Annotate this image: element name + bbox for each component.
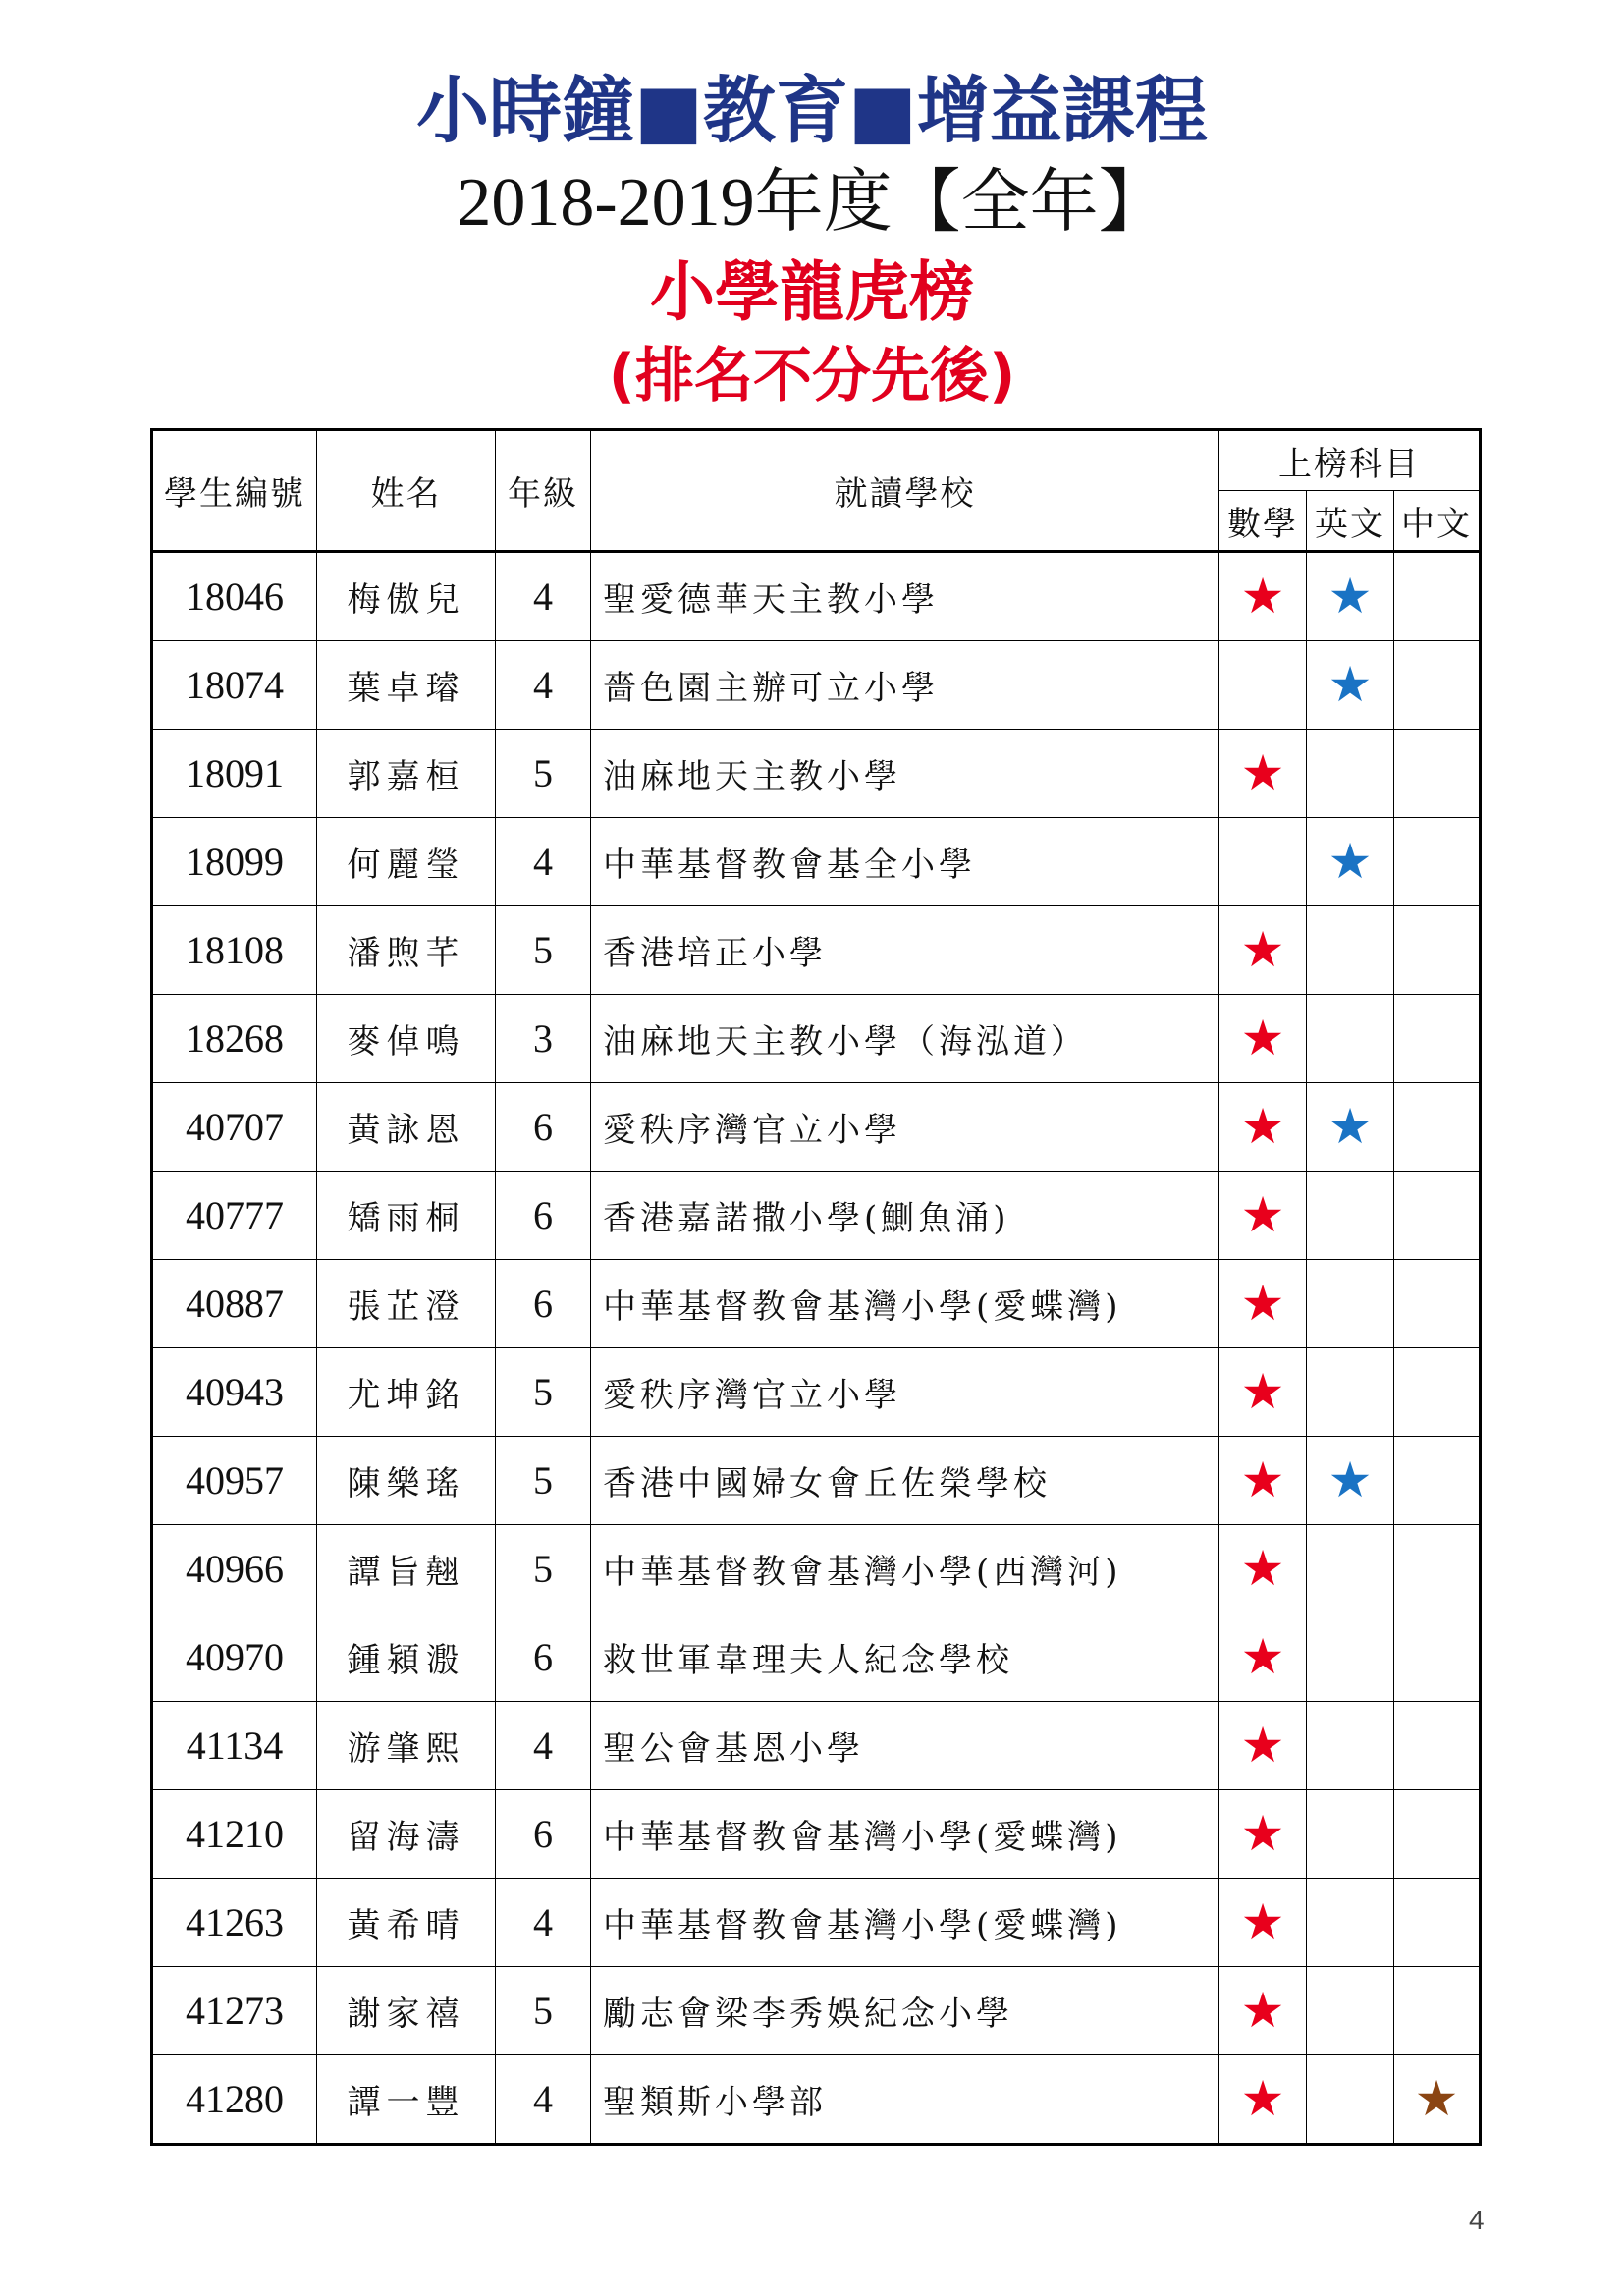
student-id-cell: 18108 <box>152 906 317 995</box>
chinese-cell <box>1394 1525 1481 1613</box>
grade-cell: 4 <box>496 818 591 906</box>
student-id-cell: 41134 <box>152 1702 317 1790</box>
student-id-cell: 18046 <box>152 552 317 641</box>
student-name-cell: 尤坤銘 <box>317 1348 496 1437</box>
school-cell: 中華基督教會基全小學 <box>591 818 1219 906</box>
math-star-icon: ★ <box>1240 1982 1285 2039</box>
student-name-cell: 葉卓璿 <box>317 641 496 730</box>
math-star-icon: ★ <box>1240 1805 1285 1862</box>
english-cell <box>1307 1525 1394 1613</box>
student-id-cell: 18091 <box>152 730 317 818</box>
student-id-cell: 18268 <box>152 995 317 1083</box>
school-cell: 油麻地天主教小學 <box>591 730 1219 818</box>
chinese-star-icon: ★ <box>1414 2070 1459 2127</box>
header-name: 姓名 <box>317 430 496 552</box>
math-cell <box>1219 1437 1307 1525</box>
student-name-cell: 郭嘉桓 <box>317 730 496 818</box>
school-cell: 聖愛德華天主教小學 <box>591 552 1219 641</box>
header-subjects-group: 上榜科目 <box>1219 430 1481 491</box>
school-cell: 勵志會梁李秀娛紀念小學 <box>591 1967 1219 2055</box>
table-row <box>152 1790 1481 1879</box>
school-cell: 聖公會基恩小學 <box>591 1702 1219 1790</box>
student-id-cell: 40943 <box>152 1348 317 1437</box>
math-cell <box>1219 1260 1307 1348</box>
grade-cell: 4 <box>496 2055 591 2145</box>
school-cell: 嗇色園主辦可立小學 <box>591 641 1219 730</box>
english-star-icon: ★ <box>1327 833 1373 890</box>
student-name-cell: 留海濤 <box>317 1790 496 1879</box>
table-row <box>152 818 1481 906</box>
english-cell <box>1307 995 1394 1083</box>
student-name-cell: 何麗瑩 <box>317 818 496 906</box>
math-cell <box>1219 1702 1307 1790</box>
english-cell <box>1307 1172 1394 1260</box>
student-id-cell: 40966 <box>152 1525 317 1613</box>
grade-cell: 4 <box>496 1879 591 1967</box>
math-cell <box>1219 1790 1307 1879</box>
table-row <box>152 1967 1481 2055</box>
english-cell <box>1307 641 1394 730</box>
year-title: 2018-2019年度【全年】 <box>457 165 1167 241</box>
grade-cell: 6 <box>496 1172 591 1260</box>
student-id-cell: 40707 <box>152 1083 317 1172</box>
honor-roll-table <box>150 428 1482 2146</box>
student-name-cell: 黃詠恩 <box>317 1083 496 1172</box>
student-name-cell: 張芷澄 <box>317 1260 496 1348</box>
math-star-icon: ★ <box>1240 1893 1285 1950</box>
school-cell: 香港嘉諾撒小學(鰂魚涌) <box>591 1172 1219 1260</box>
grade-cell: 5 <box>496 1348 591 1437</box>
header-english: 英文 <box>1307 491 1394 552</box>
chinese-cell <box>1394 641 1481 730</box>
grade-cell: 4 <box>496 1702 591 1790</box>
table-row <box>152 906 1481 995</box>
student-name-cell: 鍾潁溵 <box>317 1613 496 1702</box>
grade-cell: 5 <box>496 730 591 818</box>
table-row <box>152 730 1481 818</box>
chinese-cell <box>1394 1083 1481 1172</box>
math-star-icon: ★ <box>1240 1628 1285 1685</box>
math-star-icon: ★ <box>1240 1186 1285 1243</box>
school-cell: 油麻地天主教小學（海泓道） <box>591 995 1219 1083</box>
table-row <box>152 1083 1481 1172</box>
list-title: 小學龍虎榜 <box>650 254 974 330</box>
math-star-icon: ★ <box>1240 1540 1285 1597</box>
page-number: 4 <box>1469 2205 1485 2235</box>
math-star-icon: ★ <box>1240 568 1285 625</box>
school-cell: 中華基督教會基灣小學(愛蝶灣) <box>591 1790 1219 1879</box>
math-star-icon: ★ <box>1240 1363 1285 1420</box>
school-cell: 香港培正小學 <box>591 906 1219 995</box>
math-cell <box>1219 1967 1307 2055</box>
header-math: 數學 <box>1219 491 1307 552</box>
math-cell <box>1219 1525 1307 1613</box>
chinese-cell <box>1394 1437 1481 1525</box>
english-cell <box>1307 1790 1394 1879</box>
header-chinese: 中文 <box>1394 491 1481 552</box>
english-cell <box>1307 1702 1394 1790</box>
math-cell <box>1219 1083 1307 1172</box>
math-cell <box>1219 995 1307 1083</box>
student-id-cell: 40887 <box>152 1260 317 1348</box>
student-name-cell: 陳樂瑤 <box>317 1437 496 1525</box>
grade-cell: 5 <box>496 906 591 995</box>
org-title: 小時鐘■教育■增益課程 <box>416 69 1208 153</box>
math-cell <box>1219 1348 1307 1437</box>
chinese-cell <box>1394 2055 1481 2145</box>
ranking-note: (排名不分先後) <box>608 342 1016 410</box>
english-cell <box>1307 1437 1394 1525</box>
english-cell <box>1307 730 1394 818</box>
english-cell <box>1307 2055 1394 2145</box>
english-cell <box>1307 1613 1394 1702</box>
student-id-cell: 41280 <box>152 2055 317 2145</box>
chinese-cell <box>1394 1348 1481 1437</box>
header-school: 就讀學校 <box>591 430 1219 552</box>
grade-cell: 6 <box>496 1613 591 1702</box>
english-cell <box>1307 1260 1394 1348</box>
math-star-icon: ★ <box>1240 921 1285 978</box>
student-name-cell: 謝家禧 <box>317 1967 496 2055</box>
grade-cell: 5 <box>496 1967 591 2055</box>
school-cell: 聖類斯小學部 <box>591 2055 1219 2145</box>
table-row <box>152 2055 1481 2145</box>
table-row <box>152 1172 1481 1260</box>
student-name-cell: 梅傲兒 <box>317 552 496 641</box>
student-name-cell: 譚一豐 <box>317 2055 496 2145</box>
table-row <box>152 552 1481 641</box>
student-id-cell: 40970 <box>152 1613 317 1702</box>
school-cell: 愛秩序灣官立小學 <box>591 1083 1219 1172</box>
math-cell <box>1219 1172 1307 1260</box>
table-row <box>152 1437 1481 1525</box>
header-grade: 年級 <box>496 430 591 552</box>
table-row <box>152 1702 1481 1790</box>
english-cell <box>1307 1879 1394 1967</box>
grade-cell: 6 <box>496 1260 591 1348</box>
chinese-cell <box>1394 818 1481 906</box>
grade-cell: 6 <box>496 1083 591 1172</box>
school-cell: 愛秩序灣官立小學 <box>591 1348 1219 1437</box>
table-body <box>152 552 1481 2145</box>
english-cell <box>1307 906 1394 995</box>
math-cell <box>1219 552 1307 641</box>
student-id-cell: 41210 <box>152 1790 317 1879</box>
chinese-cell <box>1394 1172 1481 1260</box>
student-name-cell: 黃希晴 <box>317 1879 496 1967</box>
student-id-cell: 40957 <box>152 1437 317 1525</box>
grade-cell: 6 <box>496 1790 591 1879</box>
math-cell <box>1219 906 1307 995</box>
math-cell <box>1219 2055 1307 2145</box>
chinese-cell <box>1394 730 1481 818</box>
chinese-cell <box>1394 1702 1481 1790</box>
student-id-cell: 40777 <box>152 1172 317 1260</box>
student-id-cell: 18099 <box>152 818 317 906</box>
math-star-icon: ★ <box>1240 1717 1285 1774</box>
math-cell <box>1219 730 1307 818</box>
chinese-cell <box>1394 995 1481 1083</box>
grade-cell: 3 <box>496 995 591 1083</box>
math-star-icon: ★ <box>1240 1451 1285 1508</box>
school-cell: 救世軍韋理夫人紀念學校 <box>591 1613 1219 1702</box>
math-cell <box>1219 1613 1307 1702</box>
english-cell <box>1307 1967 1394 2055</box>
english-star-icon: ★ <box>1327 656 1373 713</box>
math-star-icon: ★ <box>1240 2070 1285 2127</box>
table-row <box>152 1260 1481 1348</box>
table-row <box>152 641 1481 730</box>
english-cell <box>1307 1348 1394 1437</box>
chinese-cell <box>1394 1879 1481 1967</box>
math-star-icon: ★ <box>1240 744 1285 801</box>
table-row <box>152 995 1481 1083</box>
grade-cell: 4 <box>496 552 591 641</box>
chinese-cell <box>1394 906 1481 995</box>
math-star-icon: ★ <box>1240 1098 1285 1155</box>
student-name-cell: 矯雨桐 <box>317 1172 496 1260</box>
grade-cell: 4 <box>496 641 591 730</box>
header-student-id: 學生編號 <box>152 430 317 552</box>
english-star-icon: ★ <box>1327 1098 1373 1155</box>
chinese-cell <box>1394 1260 1481 1348</box>
school-cell: 中華基督教會基灣小學(西灣河) <box>591 1525 1219 1613</box>
student-name-cell: 譚旨翹 <box>317 1525 496 1613</box>
school-cell: 香港中國婦女會丘佐榮學校 <box>591 1437 1219 1525</box>
student-name-cell: 潘煦芊 <box>317 906 496 995</box>
school-cell: 中華基督教會基灣小學(愛蝶灣) <box>591 1260 1219 1348</box>
math-cell <box>1219 1879 1307 1967</box>
math-cell <box>1219 818 1307 906</box>
grade-cell: 5 <box>496 1525 591 1613</box>
school-cell: 中華基督教會基灣小學(愛蝶灣) <box>591 1879 1219 1967</box>
student-id-cell: 41273 <box>152 1967 317 2055</box>
english-cell <box>1307 818 1394 906</box>
english-star-icon: ★ <box>1327 1451 1373 1508</box>
student-id-cell: 41263 <box>152 1879 317 1967</box>
student-id-cell: 18074 <box>152 641 317 730</box>
chinese-cell <box>1394 1790 1481 1879</box>
student-name-cell: 游肇熙 <box>317 1702 496 1790</box>
english-cell <box>1307 552 1394 641</box>
grade-cell: 5 <box>496 1437 591 1525</box>
table-row <box>152 1879 1481 1967</box>
student-name-cell: 麥倬鳴 <box>317 995 496 1083</box>
table-row <box>152 1348 1481 1437</box>
math-cell <box>1219 641 1307 730</box>
english-star-icon: ★ <box>1327 568 1373 625</box>
table-row <box>152 1525 1481 1613</box>
math-star-icon: ★ <box>1240 1010 1285 1066</box>
chinese-cell <box>1394 1613 1481 1702</box>
chinese-cell <box>1394 552 1481 641</box>
english-cell <box>1307 1083 1394 1172</box>
chinese-cell <box>1394 1967 1481 2055</box>
math-star-icon: ★ <box>1240 1275 1285 1332</box>
table-row <box>152 1613 1481 1702</box>
